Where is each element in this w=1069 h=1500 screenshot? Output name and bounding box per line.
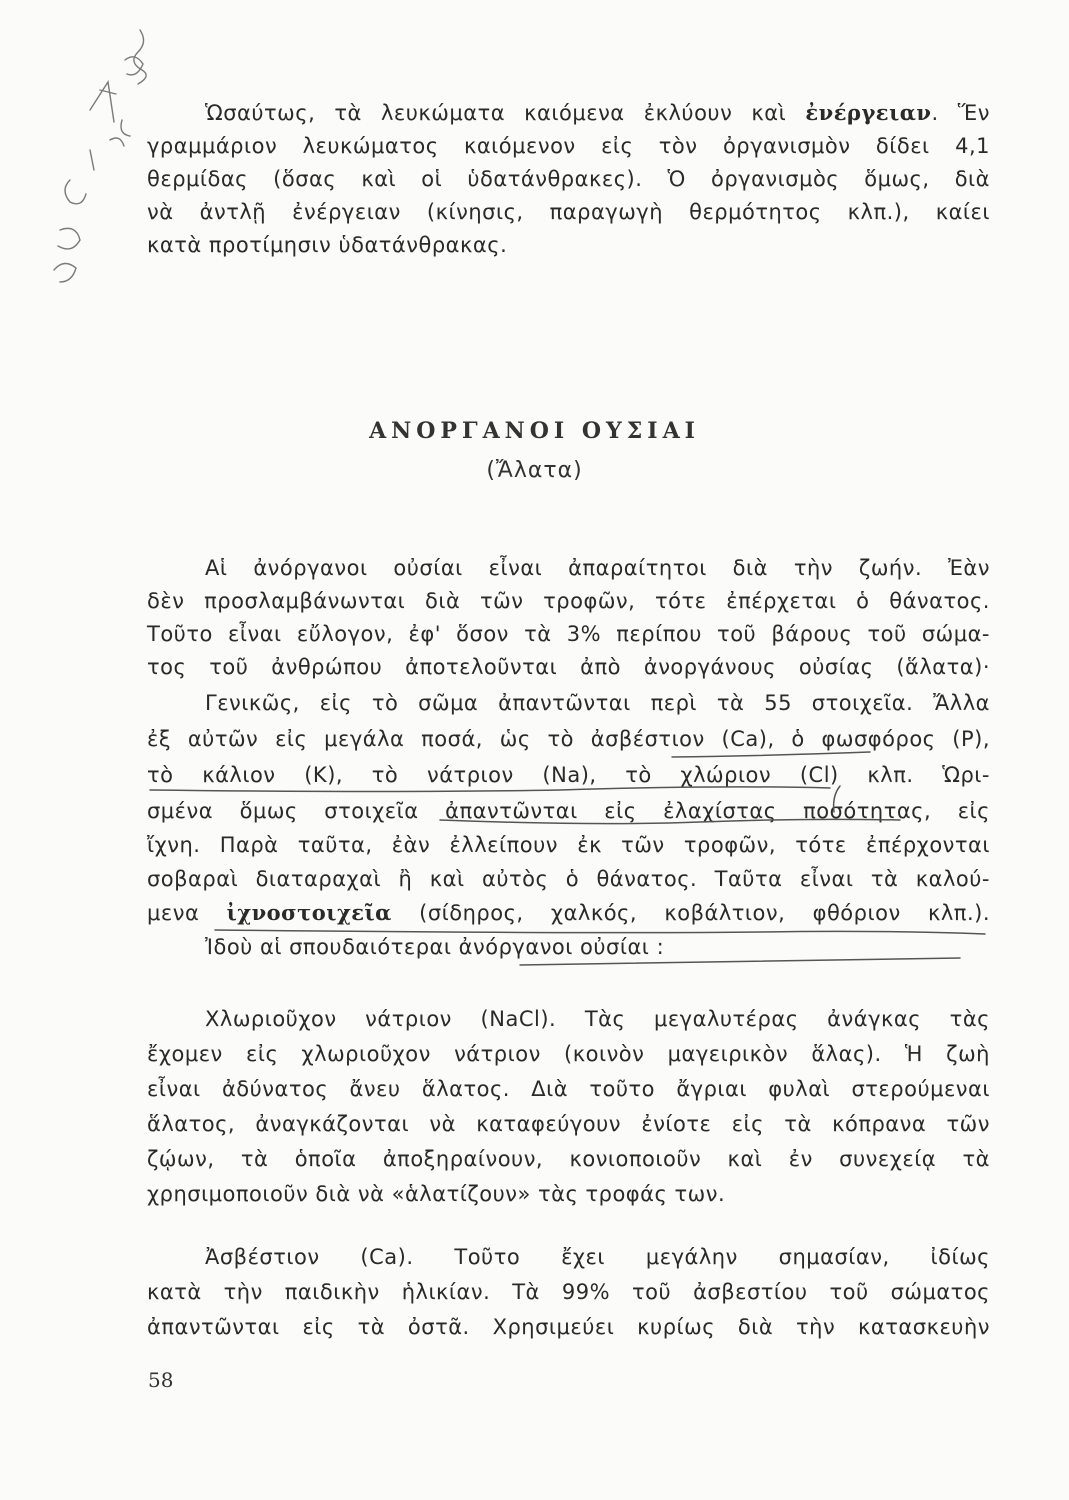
p3-line-6: χρησιμοποιοῦν διὰ νὰ «ἁλατίζουν» τὰς τροφάς των. [147, 1182, 726, 1206]
p2-line-3: Τοῦτο εἶναι εὔλογον, ἐφ' ὅσον τὰ 3% περίπου τοῦ βάρους τοῦ σώμα- [147, 622, 990, 646]
p2-line-12: Ἰδοὺ αἱ σπουδαιότεραι ἀνόργανοι οὐσίαι : [205, 935, 665, 959]
p2-line-11: μενα ἰχνοστοιχεῖα (σίδηρος, χαλκός, κοβάλτιον, φθόριον κλπ.). [147, 900, 990, 925]
p2-line-8: σμένα ὅμως στοιχεῖα ἀπαντῶνται εἰς ἐλαχίστας ποσότητας, εἰς [147, 799, 990, 823]
p2-line-7: τὸ κάλιον (K), τὸ νάτριον (Na), τὸ χλώριον (Cl) κλπ. Ὡρι- [147, 763, 990, 787]
p3-line-1: Χλωριοῦχον νάτριον (NaCl). Τὰς μεγαλυτέρας ἀνάγκας τὰς [205, 1007, 990, 1031]
p2-line-1: Αἱ ἀνόργανοι οὐσίαι εἶναι ἀπαραίτητοι διὰ τὴν ζωήν. Ἐὰν [205, 556, 990, 580]
p2-line-5: Γενικῶς, εἰς τὸ σῶμα ἀπαντῶνται περὶ τὰ 55 στοιχεῖα. Ἄλλα [205, 691, 990, 715]
p2-line-10: σοβαραὶ διαταραχαὶ ἢ καὶ αὐτὸς ὁ θάνατος. Ταῦτα εἶναι τὰ καλού- [147, 867, 990, 891]
p4-line-2: κατὰ τὴν παιδικὴν ἡλικίαν. Τὰ 99% τοῦ ἀσβεστίου τοῦ σώματος [147, 1280, 990, 1304]
page-number: 58 [148, 1368, 174, 1392]
p3-line-4: ἅλατος, ἀναγκάζονται νὰ καταφεύγουν ἐνίοτε εἰς τὰ κόπρανα τῶν [147, 1112, 990, 1136]
p3-line-2: ἔχομεν εἰς χλωριοῦχον νάτριον (κοινὸν μαγειρικὸν ἅλας). Ἡ ζωὴ [147, 1042, 990, 1066]
bold-term: ἐνέργειαν [805, 100, 932, 125]
p1-line-1: Ὡσαύτως, τὰ λευκώματα καιόμενα ἐκλύουν καὶ ἐνέργειαν. Ἕν [205, 100, 990, 125]
p2-line-4: τος τοῦ ἀνθρώπου ἀποτελοῦνται ἀπὸ ἀνοργάνους οὐσίας (ἅλατα)· [147, 655, 990, 679]
p2-line-6: ἐξ αὐτῶν εἰς μεγάλα ποσά, ὡς τὸ ἀσβέστιον (Ca), ὁ φωσφόρος (P), [147, 727, 990, 751]
bold-term: ἰχνοστοιχεῖα [226, 900, 392, 925]
p3-line-3: εἶναι ἀδύνατος ἄνευ ἅλατος. Διὰ τοῦτο ἄγριαι φυλαὶ στερούμεναι [147, 1077, 990, 1101]
section-title: ΑΝΟΡΓΑΝΟΙ ΟΥΣΙΑΙ [369, 418, 700, 444]
p1-line-2: γραμμάριον λευκώματος καιόμενον εἰς τὸν ὀργανισμὸν δίδει 4,1 [147, 134, 990, 158]
p3-line-5: ζῴων, τὰ ὁποῖα ἀποξηραίνουν, κονιοποιοῦν καὶ ἐν συνεχείᾳ τὰ [147, 1147, 990, 1171]
section-subtitle: (Ἄλατα) [486, 458, 583, 483]
p4-line-1: Ἀσβέστιον (Ca). Τοῦτο ἔχει μεγάλην σημασίαν, ἰδίως [205, 1245, 990, 1269]
p1-line-4: νὰ ἀντλῇ ἐνέργειαν (κίνησις, παραγωγὴ θερμότητος κλπ.), καίει [147, 200, 990, 224]
p4-line-3: ἀπαντῶνται εἰς τὰ ὀστᾶ. Χρησιμεύει κυρίως διὰ τὴν κατασκευὴν [147, 1315, 990, 1339]
p1-line-3: θερμίδας (ὅσας καὶ οἱ ὑδατάνθρακες). Ὁ ὀργανισμὸς ὅμως, διὰ [147, 167, 990, 191]
p2-line-2: δὲν προσλαμβάνωνται διὰ τῶν τροφῶν, τότε ἐπέρχεται ὁ θάνατος. [147, 589, 990, 613]
p2-line-9: ἴχνη. Παρὰ ταῦτα, ἐὰν ἐλλείπουν ἐκ τῶν τροφῶν, τότε ἐπέρχονται [147, 833, 990, 857]
p1-line-5: κατὰ προτίμησιν ὑδατάνθρακας. [147, 233, 508, 257]
